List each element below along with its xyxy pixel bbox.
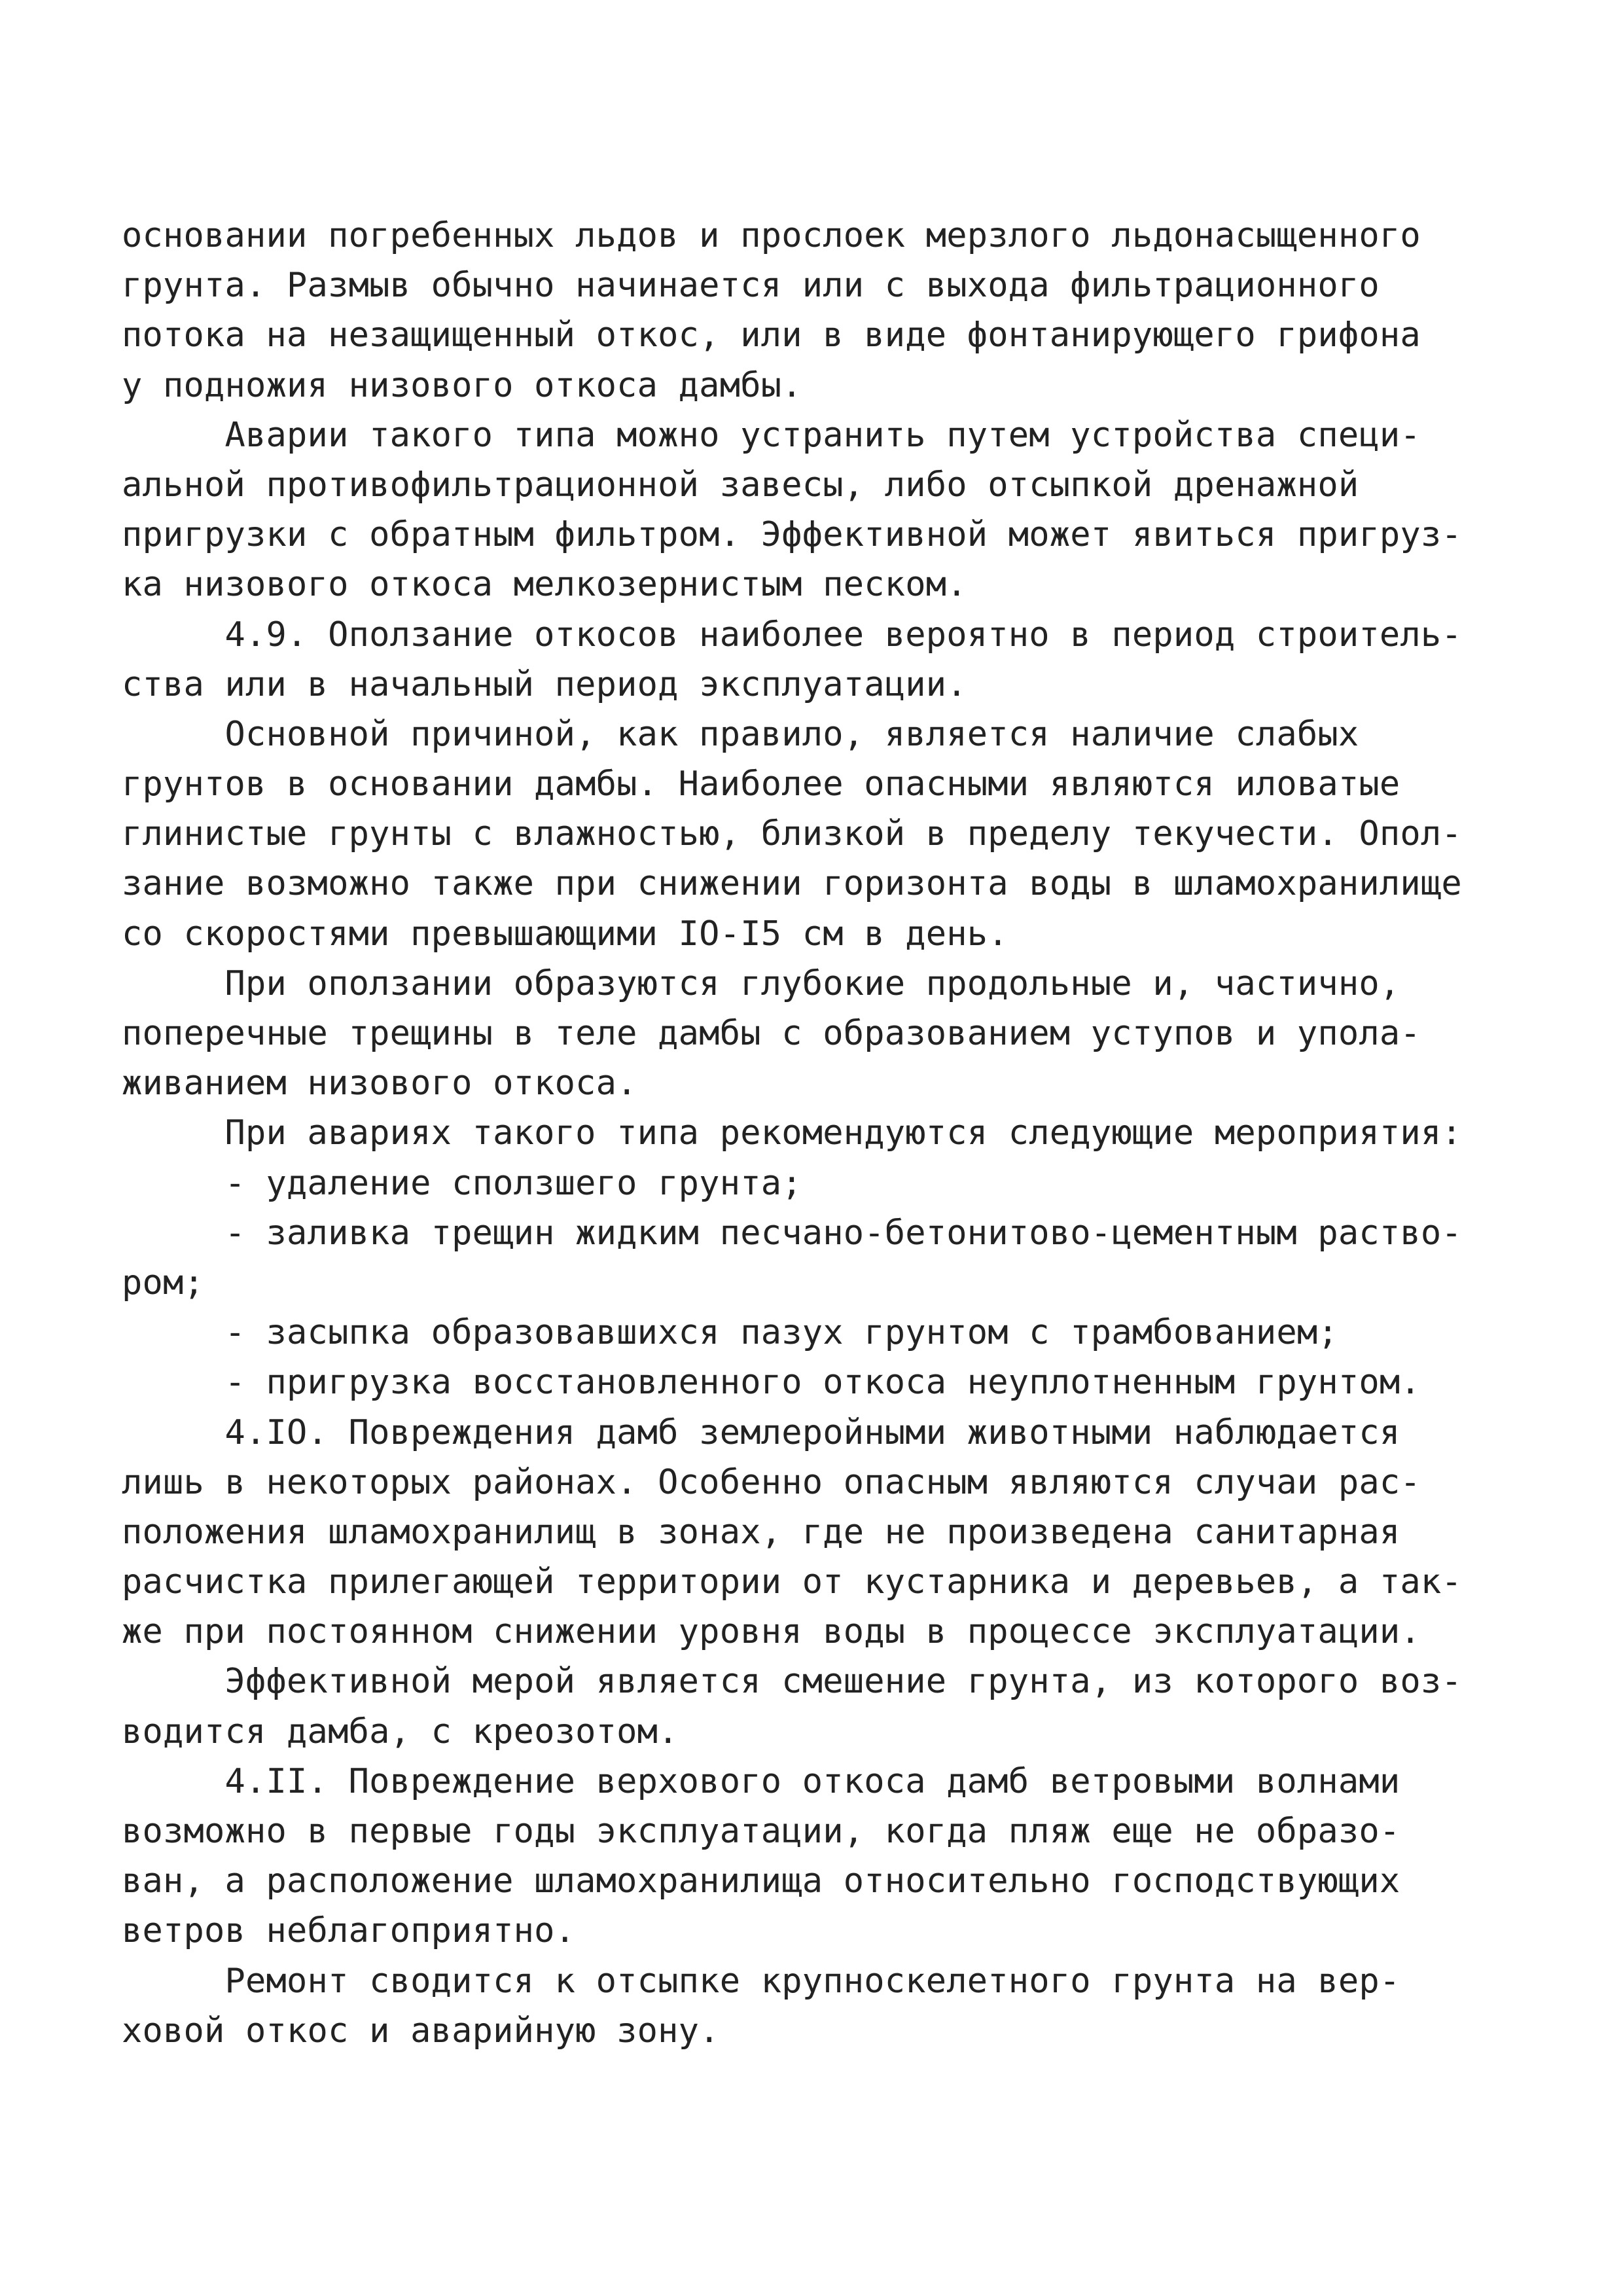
text-line: 4.9. Оползание откосов наиболее вероятно в период строитель- — [122, 615, 1462, 655]
text-line: водится дамба, с креозотом. — [122, 1712, 679, 1751]
text-line: же при постоянном снижении уровня воды в процессе эксплуатации. — [122, 1612, 1421, 1652]
text-line: грунта. Размыв обычно начинается или с выхода фильтрационного — [122, 266, 1380, 306]
text-line: ветров неблагоприятно. — [122, 1911, 576, 1951]
text-line: Основной причиной, как правило, является наличие слабых — [122, 714, 1359, 754]
text-line: - заливка трещин жидким песчано-бетонитово-цементным раство- — [122, 1213, 1462, 1253]
text-line: основании погребенных льдов и прослоек мерзлого льдонасыщенного — [122, 216, 1421, 255]
text-line: положения шламохранилищ в зонах, где не произведена санитарная — [122, 1512, 1400, 1552]
text-line: у подножия низового откоса дамбы. — [122, 365, 802, 405]
text-line: ван, а расположение шламохранилища относительно господствующих — [122, 1861, 1400, 1901]
text-line: 4.IO. Повреждения дамб землеройными животными наблюдается — [122, 1412, 1400, 1452]
text-line: ховой откос и аварийную зону. — [122, 2011, 720, 2051]
text-line: зание возможно также при снижении горизонта воды в шламохранилище — [122, 864, 1462, 904]
text-line: потока на незащищенный откос, или в виде фонтанирующего грифона — [122, 315, 1421, 355]
document-body-text — [122, 211, 1509, 2056]
text-line: - засыпка образовавшихся пазух грунтом с трамбованием; — [122, 1313, 1338, 1353]
text-line: Эффективной мерой является смешение грунта, из которого воз- — [122, 1662, 1462, 1702]
text-line: При авариях такого типа рекомендуются следующие мероприятия: — [122, 1113, 1462, 1153]
text-line: грунтов в основании дамбы. Наиболее опасными являются иловатые — [122, 764, 1400, 804]
text-line: ром; — [122, 1263, 205, 1302]
text-line: живанием низового откоса. — [122, 1064, 637, 1103]
text-line: лишь в некоторых районах. Особенно опасным являются случаи рас- — [122, 1462, 1421, 1502]
text-line: расчистка прилегающей территории от кустарника и деревьев, а так- — [122, 1562, 1462, 1602]
text-line: поперечные трещины в теле дамбы с образованием уступов и упола- — [122, 1014, 1421, 1053]
text-line: ка низового откоса мелкозернистым песком. — [122, 565, 967, 605]
text-line: Аварии такого типа можно устранить путем устройства специ- — [122, 415, 1421, 455]
text-line: пригрузки с обратным фильтром. Эффективной может явиться пригруз- — [122, 515, 1462, 555]
text-line: ства или в начальный период эксплуатации. — [122, 664, 967, 704]
text-line: со скоростями превышающими IO-I5 см в день. — [122, 914, 1008, 954]
text-line: При оползании образуются глубокие продольные и, частично, — [122, 963, 1400, 1003]
text-line: Ремонт сводится к отсыпке крупноскелетного грунта на вер- — [122, 1961, 1400, 2001]
text-line: - удаление сползшего грунта; — [122, 1163, 802, 1203]
text-line: 4.II. Повреждение верхового откоса дамб ветровыми волнами — [122, 1761, 1400, 1801]
text-line: возможно в первые годы эксплуатации, когда пляж еще не образо- — [122, 1812, 1400, 1851]
text-line: глинистые грунты с влажностью, близкой в пределу текучести. Опол- — [122, 814, 1462, 854]
text-line: альной противофильтрационной завесы, либо отсыпкой дренажной — [122, 465, 1359, 505]
text-line: - пригрузка восстановленного откоса неуплотненным грунтом. — [122, 1363, 1421, 1403]
